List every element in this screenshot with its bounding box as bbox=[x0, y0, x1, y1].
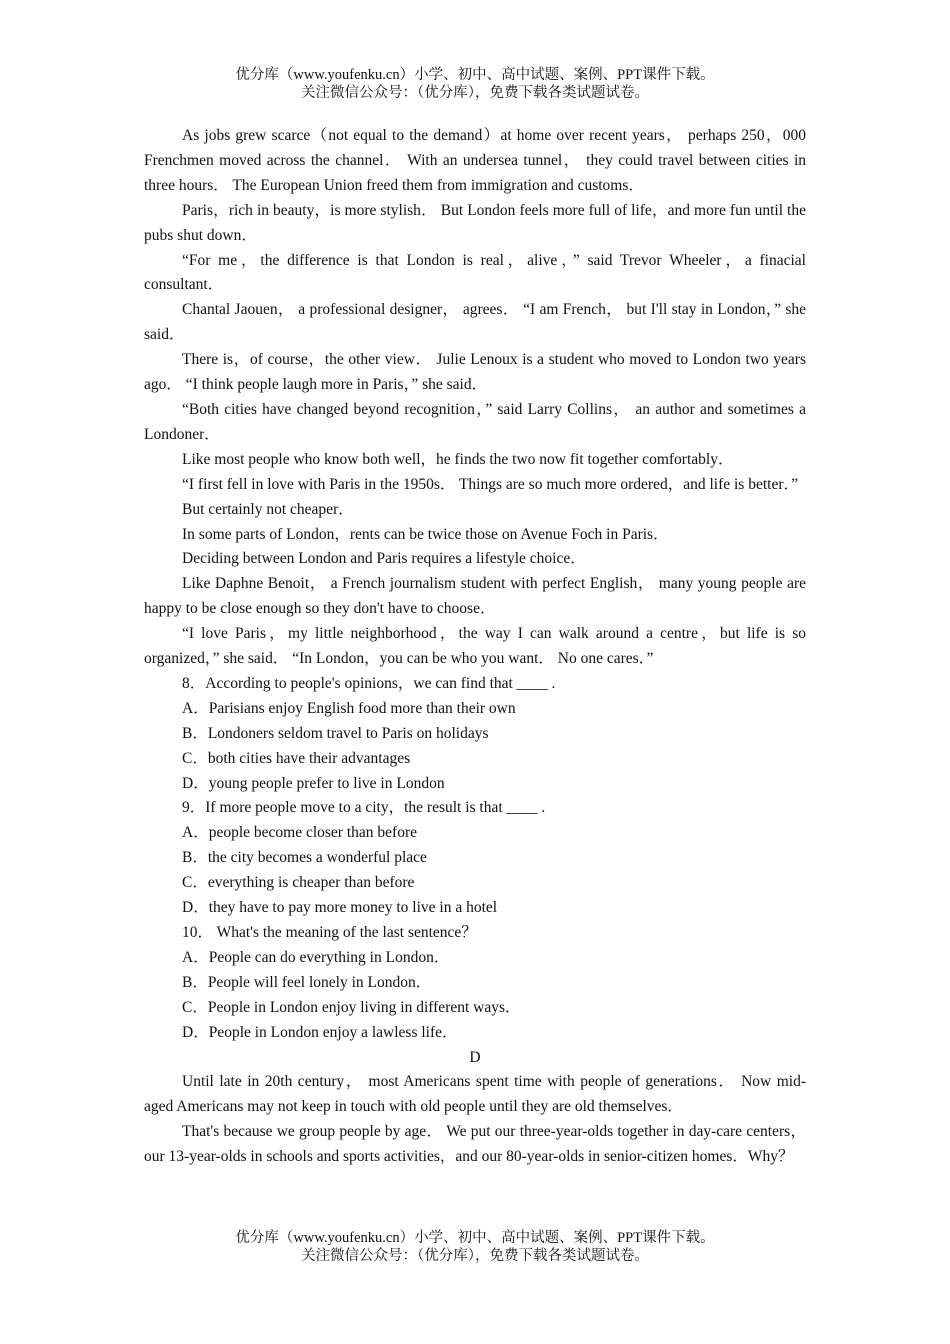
passage-paragraph: “I first fell in love with Paris in the 1950s． Things are so much more ordered，and life is better．” bbox=[182, 475, 799, 493]
passage-paragraph: Chantal Jaouen， a professional designer， agrees． “I am French， but I'll stay in London，” she said． bbox=[144, 301, 806, 344]
question-10-option-b: B．People will feel lonely in London． bbox=[182, 973, 432, 991]
question-9-option-a: A．people become closer than before bbox=[182, 824, 417, 842]
question-9-option-b: B．the city becomes a wonderful place bbox=[182, 849, 427, 867]
section-d-paragraph: That's because we group people by age． We put our three-year-olds together in day-care centers，our 13-year-olds in schools and sports activities，and our 80-year-olds in senior-citizen homes．Why？ bbox=[144, 1123, 806, 1166]
question-8-option-d: D．young people prefer to live in London bbox=[182, 774, 445, 792]
passage-paragraph: Paris，rich in beauty，is more stylish． But London feels more full of life，and more fun until the pubs shut down． bbox=[144, 201, 806, 244]
passage-paragraph: “Both cities have changed beyond recognition，” said Larry Collins， an author and sometimes a Londoner． bbox=[144, 400, 806, 443]
passage-paragraph: Like Daphne Benoit， a French journalism student with perfect English， many young people are happy to be close enough so they don't have to choose． bbox=[144, 575, 806, 618]
header-line-1: 优分库（www.youfenku.cn）小学、初中、高中试题、案例、PPT课件下载。 bbox=[235, 67, 715, 83]
header-line-2: 关注微信公众号：（优分库），免费下载各类试题试卷。 bbox=[301, 85, 649, 101]
passage-paragraph: In some parts of London，rents can be twice those on Avenue Foch in Paris． bbox=[182, 525, 669, 543]
question-10-option-d: D．People in London enjoy a lawless life． bbox=[182, 1023, 458, 1041]
footer-line-1: 优分库（www.youfenku.cn）小学、初中、高中试题、案例、PPT课件下载。 bbox=[235, 1230, 715, 1246]
passage-paragraph: “I love Paris，my little neighborhood，the way I can walk around a centre，but life is so organized，” she said． “In London，you can be who you want． No one cares．” bbox=[144, 625, 806, 668]
document-body bbox=[144, 124, 806, 1170]
passage-paragraph: As jobs grew scarce（not equal to the demand）at home over recent years， perhaps 250，000 Frenchmen moved across the channel． With an undersea tunnel， they could travel between cities in three hours． The European Union freed them from immigration and customs． bbox=[144, 127, 806, 194]
passage-paragraph: But certainly not cheaper． bbox=[182, 500, 354, 518]
section-d-paragraph: Until late in 20th century， most Americans spent time with people of generations． Now mid-aged Americans may not keep in touch with old people until they are old themselves． bbox=[144, 1073, 806, 1116]
passage-paragraph: Like most people who know both well，he finds the two now fit together comfortably． bbox=[182, 450, 734, 468]
section-d-title: D bbox=[469, 1048, 481, 1066]
question-9-stem: 9．If more people move to a city，the result is that ____ . bbox=[182, 799, 546, 817]
question-8-option-a: A．Parisians enjoy English food more than their own bbox=[182, 699, 516, 717]
passage-paragraph: There is，of course，the other view． Julie Lenoux is a student who moved to London two years ago． “I think people laugh more in Paris，” she said． bbox=[144, 351, 806, 394]
footer-line-2: 关注微信公众号：（优分库），免费下载各类试题试卷。 bbox=[301, 1248, 649, 1264]
passage-paragraph: Deciding between London and Paris requires a lifestyle choice． bbox=[182, 550, 586, 568]
question-10-option-c: C．People in London enjoy living in different ways． bbox=[182, 998, 521, 1016]
question-8-option-b: B．Londoners seldom travel to Paris on holidays bbox=[182, 724, 489, 742]
page-footer bbox=[0, 1229, 950, 1265]
question-8-option-c: C．both cities have their advantages bbox=[182, 749, 411, 767]
question-10-option-a: A．People can do everything in London． bbox=[182, 948, 450, 966]
question-8-stem: 8．According to people's opinions，we can find that ____ . bbox=[182, 674, 556, 692]
question-9-option-c: C．everything is cheaper than before bbox=[182, 874, 415, 892]
passage-paragraph: “For me，the difference is that London is real，alive，” said Trevor Wheeler，a finacial consultant． bbox=[144, 251, 806, 294]
page-header bbox=[0, 66, 950, 102]
question-10-stem: 10． What's the meaning of the last sentence？ bbox=[182, 924, 477, 941]
question-9-option-d: D．they have to pay more money to live in a hotel bbox=[182, 899, 498, 917]
